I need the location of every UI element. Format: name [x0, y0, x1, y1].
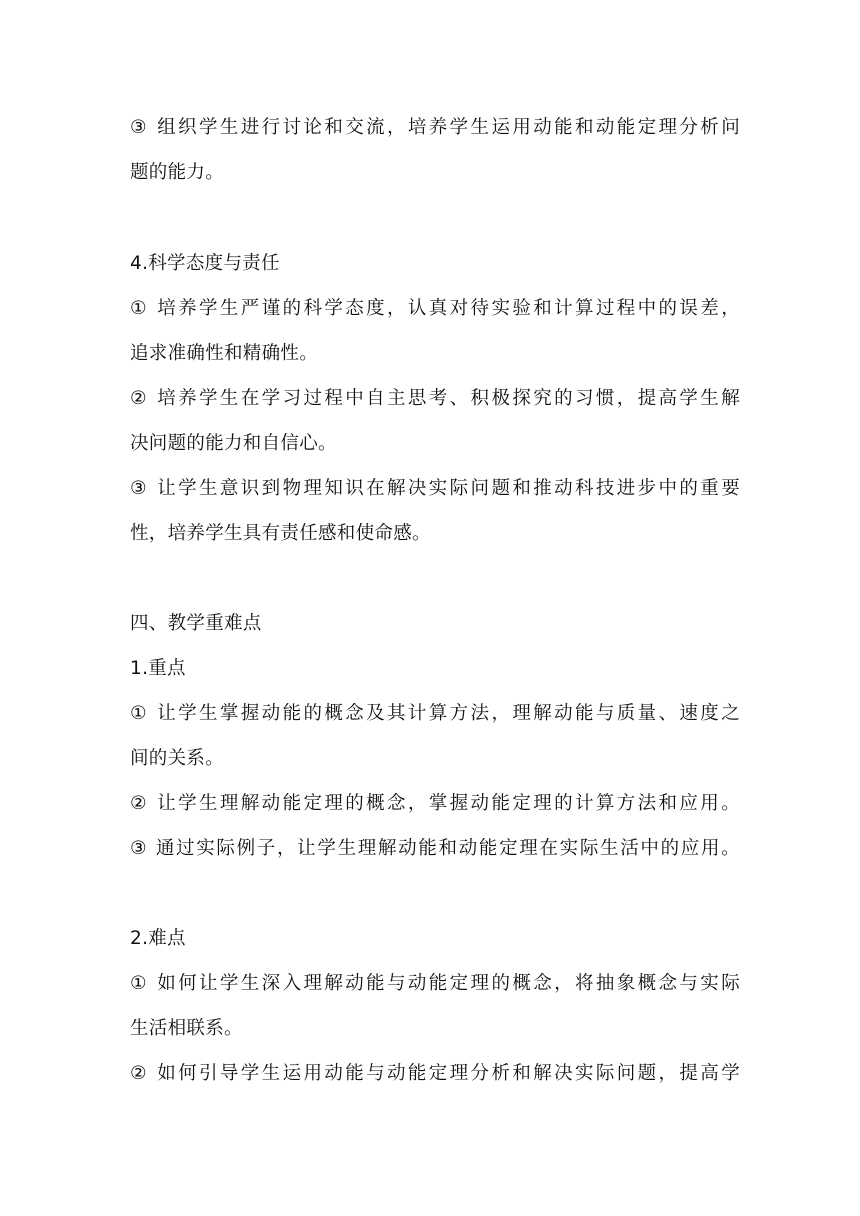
subsection-heading: 2.难点 — [130, 928, 186, 949]
text-line: 决问题的能力和自信心。 — [130, 433, 337, 454]
text-line: 题的能力。 — [130, 162, 225, 183]
text-line: ① 让学生掌握动能的概念及其计算方法，理解动能与质量、速度之 — [130, 703, 740, 724]
text-line: ② 如何引导学生运用动能与动能定理分析和解决实际问题，提高学 — [130, 1063, 740, 1084]
text-line: ③ 组织学生进行讨论和交流，培养学生运用动能和动能定理分析问 — [130, 117, 740, 138]
text-line: ③ 通过实际例子，让学生理解动能和动能定理在实际生活中的应用。 — [130, 838, 740, 859]
text-line: 生活相联系。 — [130, 1018, 243, 1039]
section-heading: 4.科学态度与责任 — [130, 253, 280, 274]
text-line: 性，培养学生具有责任感和使命感。 — [130, 523, 431, 544]
text-line: 追求准确性和精确性。 — [130, 343, 319, 364]
text-line: ② 让学生理解动能定理的概念，掌握动能定理的计算方法和应用。 — [130, 793, 740, 814]
text-line: 间的关系。 — [130, 748, 225, 769]
section-heading: 四、教学重难点 — [130, 613, 262, 634]
text-line: ③ 让学生意识到物理知识在解决实际问题和推动科技进步中的重要 — [130, 478, 740, 499]
text-line: ② 培养学生在学习过程中自主思考、积极探究的习惯，提高学生解 — [130, 388, 740, 409]
text-line: ① 如何让学生深入理解动能与动能定理的概念，将抽象概念与实际 — [130, 973, 740, 994]
subsection-heading: 1.重点 — [130, 658, 186, 679]
text-line: ① 培养学生严谨的科学态度，认真对待实验和计算过程中的误差， — [130, 298, 740, 319]
